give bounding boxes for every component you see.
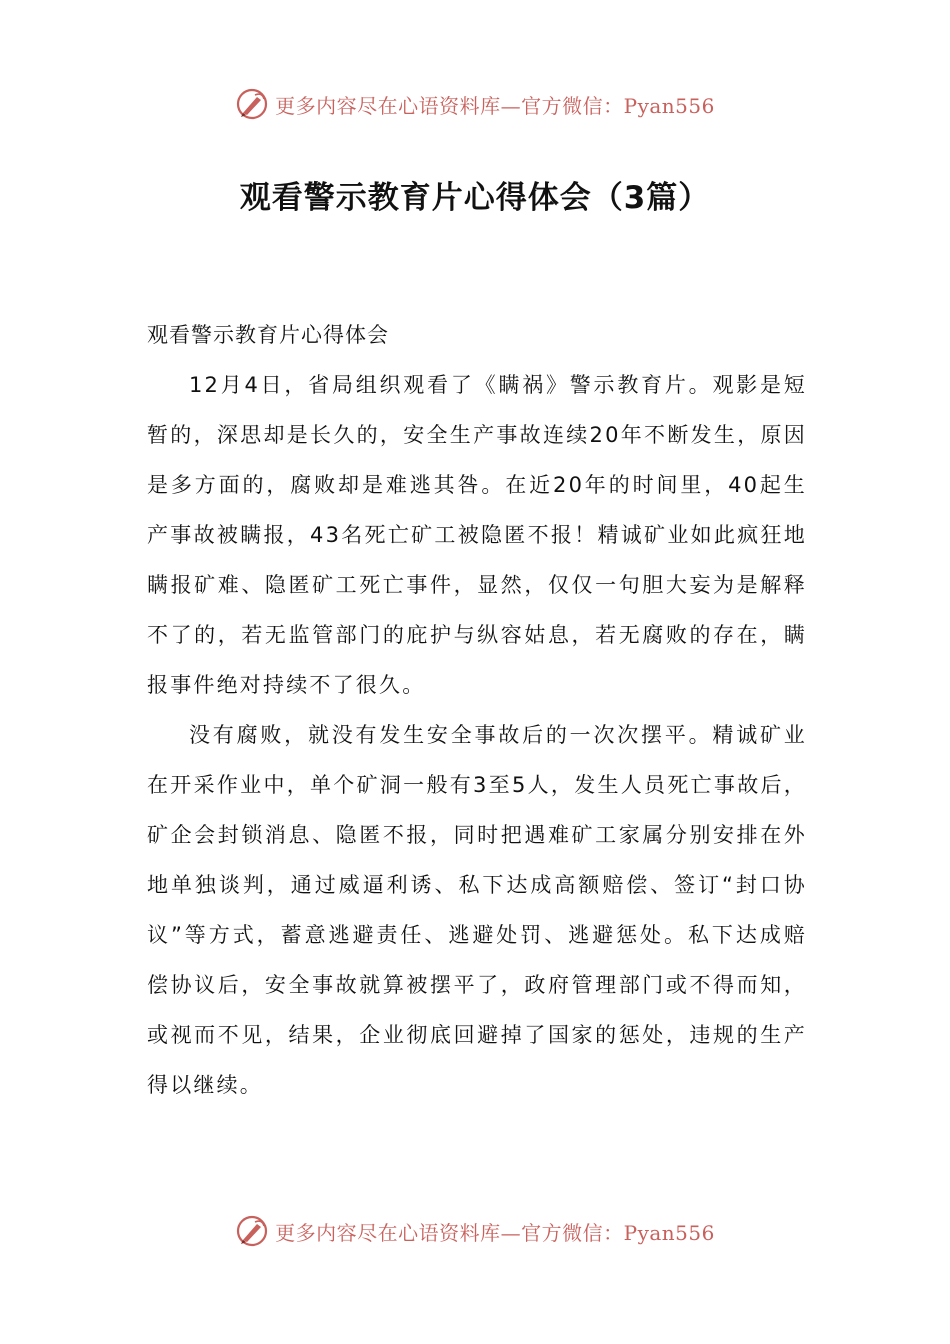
paragraph-1: 12月4日，省局组织观看了《瞒祸》警示教育片。观影是短暂的，深思却是长久的，安全生产事故连续20年不断发生，原因是多方面的，腐败却是难逃其咎。在近20年的时间里，40起生产事故被瞒报，43名死亡矿工被隐匿不报！精诚矿业如此疯狂地瞒报矿难、隐匿矿工死亡事件，显然，仅仅一句胆大妄为是解释不了的，若无监管部门的庇护与纵容姑息，若无腐败的存在，瞒报事件绝对持续不了很久。 (147, 373, 807, 697)
watermark-text: 更多内容尽在心语资料库—官方微信：Pyan556 (275, 1220, 715, 1245)
pen-circle-icon (235, 87, 269, 121)
document-body (147, 310, 807, 1110)
page-title: 观看警示教育片心得体会（3篇） (239, 180, 711, 216)
footer-watermark-banner (0, 1211, 950, 1251)
header-watermark-banner (0, 84, 950, 124)
section-heading: 观看警示教育片心得体会 (147, 323, 389, 347)
paragraph-2: 没有腐败，就没有发生安全事故后的一次次摆平。精诚矿业在开采作业中，单个矿洞一般有3至5人，发生人员死亡事故后，矿企会封锁消息、隐匿不报，同时把遇难矿工家属分别安排在外地单独谈判，通过威逼利诱、私下达成高额赔偿、签订“封口协议”等方式，蓄意逃避责任、逃避处罚、逃避惩处。私下达成赔偿协议后，安全事故就算被摆平了，政府管理部门或不得而知，或视而不见，结果，企业彻底回避掉了国家的惩处，违规的生产得以继续。 (147, 723, 807, 1097)
watermark-text: 更多内容尽在心语资料库—官方微信：Pyan556 (275, 93, 715, 118)
pen-circle-icon (235, 1214, 269, 1248)
